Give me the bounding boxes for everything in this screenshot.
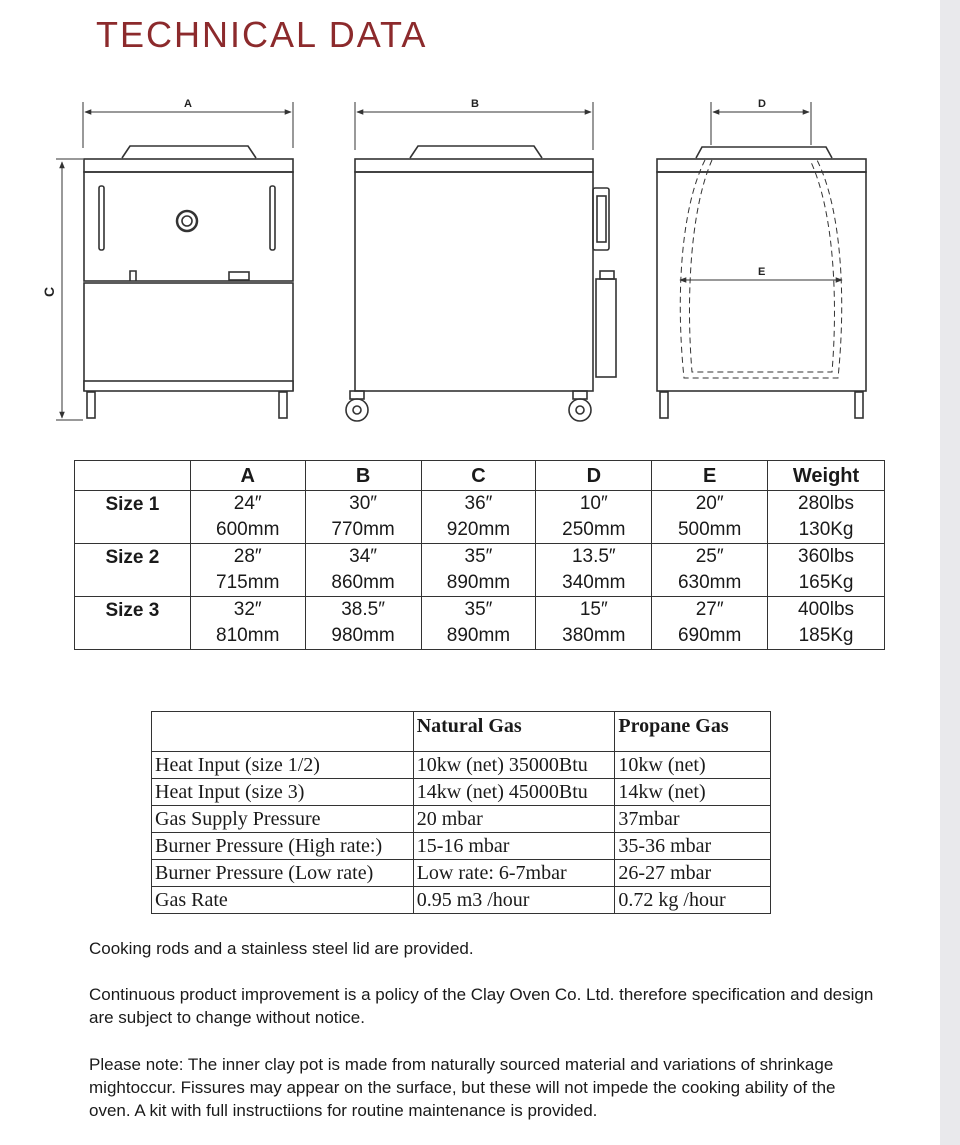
imperial-value: 28″	[233, 546, 262, 567]
size-label: Size 3	[75, 597, 191, 650]
note-accessories: Cooking rods and a stainless steel lid are provided.	[89, 939, 474, 958]
gas-header-propane: Propane Gas	[615, 712, 771, 752]
side-view-drawing	[346, 102, 616, 421]
note-clay-pot: Please note: The inner clay pot is made from naturally sourced material and variations of shrinkage mightoccur. Fissures may appear on the surface, but these will not impede the cooking ability of the oven. A kit with full instructiions for routine maintenance is provided.	[89, 1055, 836, 1120]
imperial-value: 34″	[349, 546, 378, 567]
natural-gas-value: 10kw (net) 35000Btu	[413, 752, 615, 779]
dimensions-header-b: B	[305, 461, 421, 491]
dimension-label-e: E	[758, 266, 766, 278]
metric-value: 890mm	[446, 625, 511, 646]
natural-gas-value: 15-16 mbar	[413, 833, 615, 860]
metric-value: 630mm	[677, 572, 742, 593]
note-product-improvement: Continuous product improvement is a policy of the Clay Oven Co. Ltd. therefore specification and design are subject to change without notice.	[89, 985, 874, 1027]
table-cell	[190, 491, 305, 544]
table-row	[152, 752, 771, 779]
metric-value: 340mm	[562, 572, 626, 593]
imperial-value: 35″	[464, 546, 493, 567]
imperial-value: 35″	[464, 599, 493, 620]
dimension-label-c: C	[41, 286, 57, 297]
propane-gas-value: 35-36 mbar	[615, 833, 771, 860]
weight-kg: 165Kg	[798, 572, 854, 593]
gas-header-natural: Natural Gas	[413, 712, 615, 752]
propane-gas-value: 0.72 kg /hour	[615, 887, 771, 914]
metric-value: 715mm	[216, 572, 280, 593]
dimensions-header-e: E	[652, 461, 768, 491]
natural-gas-value: Low rate: 6-7mbar	[413, 860, 615, 887]
table-cell	[652, 597, 768, 650]
table-cell	[768, 597, 885, 650]
gas-specification-table	[151, 711, 771, 914]
weight-lbs: 360lbs	[798, 546, 855, 567]
metric-value: 380mm	[562, 625, 626, 646]
table-cell	[421, 491, 536, 544]
gas-row-label: Heat Input (size 1/2)	[152, 752, 414, 779]
dimensions-header-blank	[75, 461, 191, 491]
dimensions-header-d: D	[536, 461, 652, 491]
weight-lbs: 400lbs	[798, 599, 855, 620]
metric-value: 600mm	[216, 519, 280, 540]
table-row	[75, 597, 885, 650]
table-row	[75, 491, 885, 544]
imperial-value: 30″	[349, 493, 378, 514]
dimension-label-a: A	[184, 98, 192, 110]
table-cell	[190, 544, 305, 597]
table-cell	[305, 491, 421, 544]
table-cell	[768, 544, 885, 597]
imperial-value: 38.5″	[341, 599, 385, 620]
size-label: Size 2	[75, 544, 191, 597]
weight-lbs: 280lbs	[798, 493, 855, 514]
table-cell	[421, 597, 536, 650]
imperial-value: 15″	[579, 599, 608, 620]
dimensions-header-weight: Weight	[768, 461, 885, 491]
metric-value: 860mm	[331, 572, 395, 593]
gas-header-row	[152, 712, 771, 752]
table-row	[152, 833, 771, 860]
table-cell	[421, 544, 536, 597]
page-title: TECHNICAL DATA	[96, 14, 428, 55]
table-cell	[652, 544, 768, 597]
natural-gas-value: 14kw (net) 45000Btu	[413, 779, 615, 806]
gas-header-blank	[152, 712, 414, 752]
table-row	[75, 544, 885, 597]
gas-row-label: Burner Pressure (Low rate)	[152, 860, 414, 887]
dimension-label-d: D	[758, 98, 766, 110]
metric-value: 250mm	[562, 519, 626, 540]
gas-row-label: Gas Rate	[152, 887, 414, 914]
metric-value: 890mm	[446, 572, 511, 593]
metric-value: 810mm	[216, 625, 280, 646]
table-row	[152, 860, 771, 887]
table-row	[152, 806, 771, 833]
dimensions-header-a: A	[190, 461, 305, 491]
dimensions-header-row	[75, 461, 885, 491]
propane-gas-value: 10kw (net)	[615, 752, 771, 779]
table-cell	[190, 597, 305, 650]
gas-row-label: Gas Supply Pressure	[152, 806, 414, 833]
oven-technical-drawings	[0, 0, 940, 440]
propane-gas-value: 37mbar	[615, 806, 771, 833]
table-row	[152, 779, 771, 806]
table-row	[152, 887, 771, 914]
table-cell	[305, 597, 421, 650]
table-cell	[536, 597, 652, 650]
imperial-value: 13.5″	[571, 546, 616, 567]
front-view-drawing	[56, 102, 293, 420]
cutaway-view-drawing	[657, 102, 866, 418]
imperial-value: 24″	[233, 493, 262, 514]
natural-gas-value: 0.95 m3 /hour	[413, 887, 615, 914]
table-cell	[536, 544, 652, 597]
natural-gas-value: 20 mbar	[413, 806, 615, 833]
propane-gas-value: 26-27 mbar	[615, 860, 771, 887]
dimensions-header-c: C	[421, 461, 536, 491]
size-label: Size 1	[75, 491, 191, 544]
metric-value: 770mm	[331, 519, 395, 540]
imperial-value: 27″	[695, 599, 724, 620]
metric-value: 500mm	[677, 519, 742, 540]
imperial-value: 32″	[233, 599, 262, 620]
propane-gas-value: 14kw (net)	[615, 779, 771, 806]
imperial-value: 36″	[464, 493, 493, 514]
weight-kg: 185Kg	[798, 625, 854, 646]
gas-row-label: Heat Input (size 3)	[152, 779, 414, 806]
dimension-label-b: B	[471, 98, 479, 110]
table-cell	[768, 491, 885, 544]
table-cell	[536, 491, 652, 544]
imperial-value: 20″	[695, 493, 724, 514]
metric-value: 920mm	[446, 519, 511, 540]
metric-value: 690mm	[677, 625, 742, 646]
imperial-value: 25″	[695, 546, 724, 567]
imperial-value: 10″	[579, 493, 608, 514]
metric-value: 980mm	[331, 625, 395, 646]
weight-kg: 130Kg	[798, 519, 854, 540]
gas-row-label: Burner Pressure (High rate:)	[152, 833, 414, 860]
table-cell	[305, 544, 421, 597]
dimensions-table	[74, 460, 885, 650]
table-cell	[652, 491, 768, 544]
